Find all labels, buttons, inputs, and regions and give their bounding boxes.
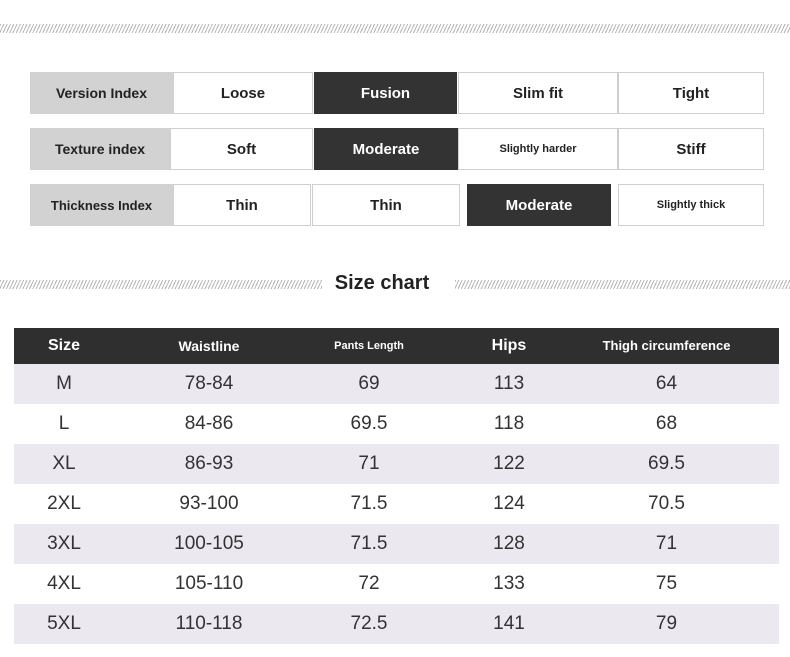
index-option-selected: Moderate [314,128,458,170]
header-thigh-circumference: Thigh circumference [602,338,731,353]
waistline-cell: 86-93 [184,453,234,474]
hips-cell: 122 [493,453,525,474]
index-option: Stiff [618,128,764,170]
size-cell: 3XL [47,533,81,554]
size-cell: XL [52,453,76,474]
pants-length-cell: 69.5 [350,413,388,434]
waistline-cell: 105-110 [174,573,244,594]
table-row [14,564,779,604]
index-row-texture [30,128,764,170]
table-row [14,364,779,404]
thigh-cell: 64 [655,373,678,394]
thigh-cell: 69.5 [648,453,685,474]
table-row [14,404,779,444]
table-body [14,364,779,644]
index-option: Tight [618,72,764,114]
index-option: Loose [173,72,313,114]
table-row [14,484,779,524]
table-row [14,604,779,644]
index-row-thickness [30,184,764,226]
waistline-cell: 84-86 [184,413,234,434]
hips-cell: 133 [493,573,525,594]
hips-cell: 141 [493,613,525,634]
waistline-cell: 78-84 [184,373,234,394]
index-option: Thin [312,184,460,226]
thigh-cell: 68 [655,413,678,434]
header-waistline: Waistline [178,338,240,354]
waistline-cell: 100-105 [174,533,244,554]
thigh-cell: 71 [655,533,678,554]
index-option-selected: Fusion [314,72,457,114]
pants-length-cell: 72.5 [350,613,388,634]
index-option: Thin [173,184,311,226]
index-option: Slim fit [458,72,618,114]
hips-cell: 128 [493,533,525,554]
size-cell: 5XL [47,613,81,634]
pants-length-cell: 71 [358,453,380,474]
decorative-hatch-top [0,24,790,33]
decorative-hatch-left [0,280,322,289]
size-cell: L [58,413,70,434]
header-size: Size [47,337,80,354]
thigh-cell: 75 [655,573,678,594]
index-label: Version Index [30,72,173,114]
thigh-cell: 70.5 [648,493,685,514]
index-label: Thickness Index [30,184,173,226]
decorative-hatch-right [455,280,790,289]
thigh-cell: 79 [655,613,678,634]
hips-cell: 118 [493,413,525,434]
pants-length-cell: 69 [358,373,380,394]
table-row [14,444,779,484]
table-header [14,328,779,364]
pants-length-cell: 71.5 [350,533,388,554]
index-option: Slightly thick [618,184,764,226]
size-cell: 2XL [47,493,81,514]
size-chart-title: Size chart [334,272,430,294]
index-option-selected: Moderate [467,184,611,226]
waistline-cell: 93-100 [179,493,239,514]
header-hips: Hips [491,337,527,354]
size-chart-table [14,328,779,644]
index-label: Texture index [30,128,170,170]
hips-cell: 124 [493,493,525,514]
pants-length-cell: 72 [358,573,380,594]
waistline-cell: 110-118 [175,613,243,634]
hips-cell: 113 [493,373,525,394]
size-cell: M [56,373,72,394]
table-row [14,524,779,564]
index-option: Soft [170,128,313,170]
header-pants-length: Pants Length [334,340,404,352]
index-row-version [30,72,764,114]
pants-length-cell: 71.5 [350,493,388,514]
index-option: Slightly harder [458,128,618,170]
size-cell: 4XL [47,573,81,594]
